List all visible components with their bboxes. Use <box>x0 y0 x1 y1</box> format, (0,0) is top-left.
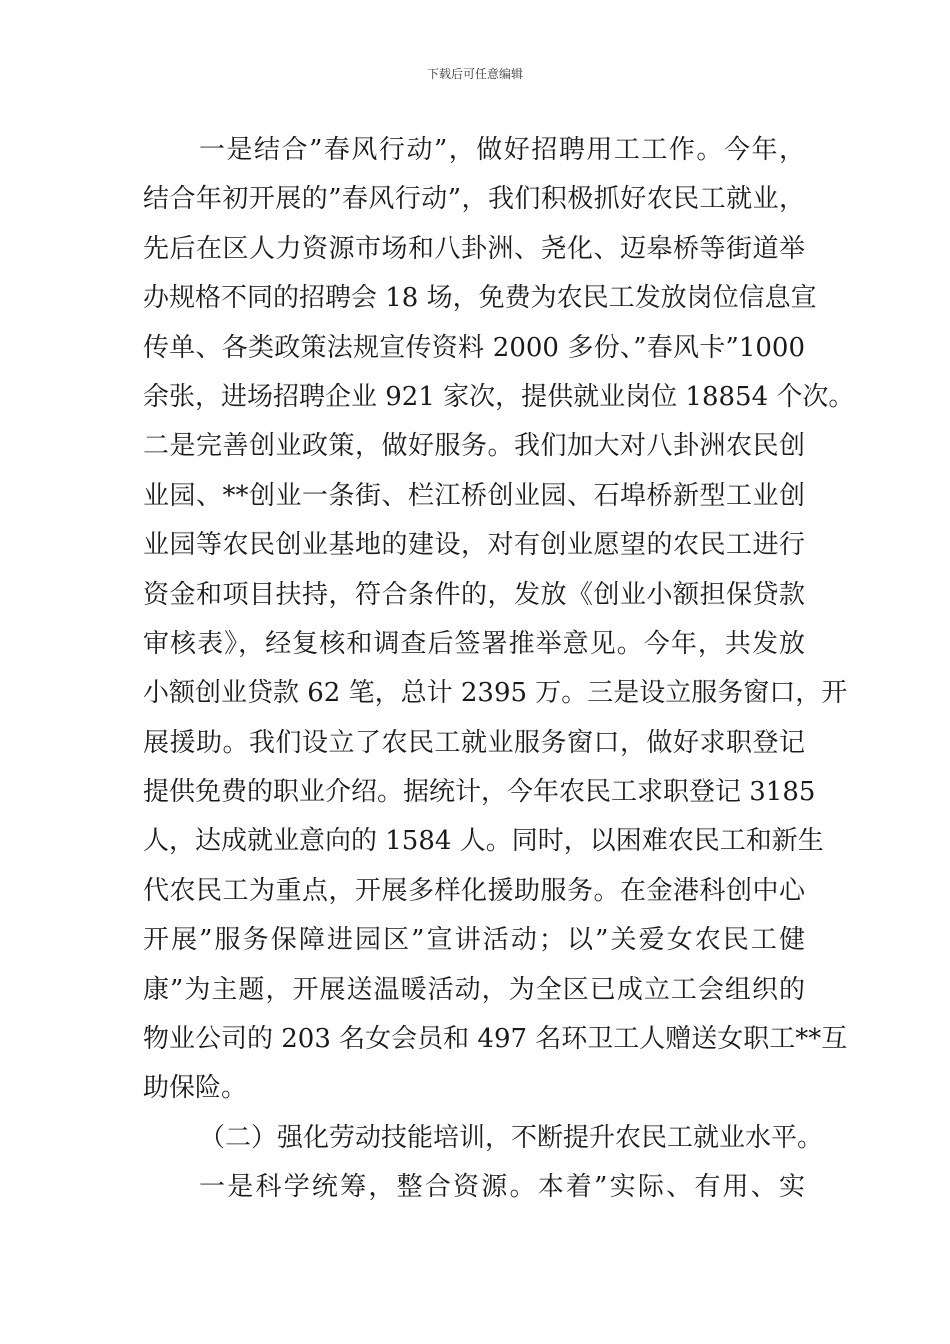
paragraph-coordination <box>143 1163 805 1212</box>
text-line: 业园、**创业一条街、栏江桥创业园、石埠桥新型工业创 <box>143 480 805 511</box>
text-line: 人，达成就业意向的 1584 人。同时，以困难农民工和新生 <box>143 826 824 857</box>
paragraph-spring-action <box>143 126 855 1114</box>
text-line: 康”为主题，开展送温暖活动，为全区已成立工会组织的 <box>143 974 805 1005</box>
text-line: 开展”服务保障进园区”宣讲活动；以”关爱女农民工健 <box>143 925 805 956</box>
text-line: 结合年初开展的”春风行动”，我们积极抓好农民工就业， <box>143 184 805 215</box>
text-line: 助保险。 <box>143 1073 248 1104</box>
text-line: 审核表》，经复核和调查后签署推举意见。今年，共发放 <box>143 628 805 659</box>
text-line: 传单、各类政策法规宣传资料 2000 多份、”春风卡”1000 <box>143 332 805 363</box>
text-line: 小额创业贷款 62 笔，总计 2395 万。三是设立服务窗口，开 <box>143 678 848 709</box>
text-line: 办规格不同的招聘会 18 场，免费为农民工发放岗位信息宣 <box>143 283 817 314</box>
section-heading <box>143 1114 824 1163</box>
text-line: 先后在区人力资源市场和八卦洲、尧化、迈皋桥等街道举 <box>143 233 805 264</box>
page-header: 下载后可任意编辑 <box>426 67 523 81</box>
text-line: 代农民工为重点，开展多样化援助服务。在金港科创中心 <box>143 875 805 906</box>
body-text <box>143 126 855 1213</box>
text-line: 二是完善创业政策，做好服务。我们加大对八卦洲农民创 <box>143 431 805 462</box>
text-line: 一是结合”春风行动”，做好招聘用工工作。今年， <box>199 135 805 165</box>
text-line: 展援助。我们设立了农民工就业服务窗口，做好求职登记 <box>143 727 805 758</box>
text-line: 一是科学统筹，整合资源。本着”实际、有用、实 <box>199 1172 805 1203</box>
text-line: 业园等农民创业基地的建设，对有创业愿望的农民工进行 <box>143 530 805 561</box>
text-line: 余张，进场招聘企业 921 家次，提供就业岗位 18854 个次。 <box>143 381 855 412</box>
text-line: 提供免费的职业介绍。据统计，今年农民工求职登记 3185 <box>143 777 816 808</box>
section-heading-line: （二）强化劳动技能培训，不断提升农民工就业水平。 <box>199 1122 824 1153</box>
text-line: 物业公司的 203 名女会员和 497 名环卫工人赠送女职工**互 <box>143 1024 848 1055</box>
text-line: 资金和项目扶持，符合条件的，发放《创业小额担保贷款 <box>143 579 805 610</box>
